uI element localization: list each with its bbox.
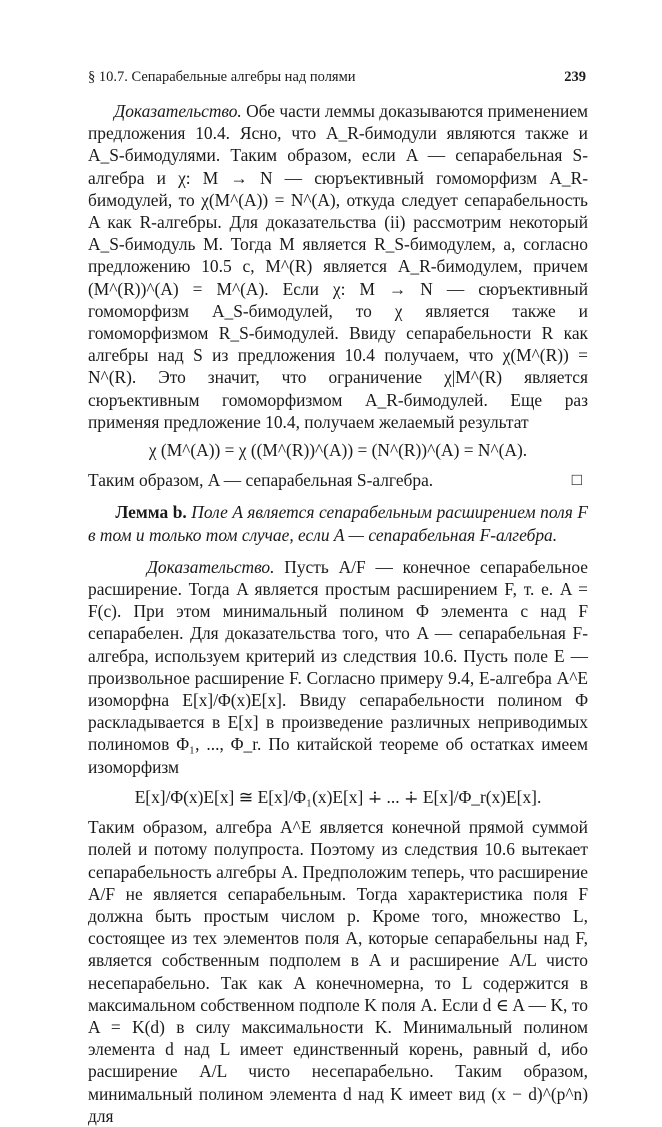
proof-paragraph-1 — [88, 100, 588, 433]
lemma-label: Лемма b. — [115, 502, 187, 523]
lemma-statement: Поле A является сепарабельным расширением поля F в том и только том случае, если A — сепарабельная F-алгебра. — [88, 502, 588, 545]
display-formula: χ (M^(A)) = χ ((M^(R))^(A)) = (N^(R))^(A) = N^(A). — [148, 440, 528, 461]
proof-lead: Доказательство. — [114, 101, 242, 121]
lemma-paragraph — [88, 501, 588, 545]
proof-text: Обе части леммы доказываются применением предложения 10.4. Ясно, что A_R-бимодули являются также и A_S-бимодулями. Таким образом, если A — сепарабельная S-алгебра и χ: M → N — сюръективный гомоморфизм A_R-бимодулей, то χ(M^(A)) = N^(A), откуда следует сепарабельность A как R-алгебры. Для доказательства (ii) рассмотрим некоторый A_S-бимодуль M. Тогда M является R_S-бимодулем, а, согласно предложению 10.5 с, M^(R) является A_R-бимодулем, причем (M^(R))^(A) = M^(A). Если χ: M → N — сюръективный гомоморфизм A_S-бимодулей, то χ является также и гомоморфизмом R_S-бимодулей. Ввиду сепарабельности R как алгебры над S из предложения 10.4 получаем, что χ(M^(R)) = N^(R). Это значит, что ограничение χ|M^(R) является сюръективным гомоморфизмом A_R-бимодулей. Еще раз применяя предложение 10.4, получаем желаемый результат — [88, 101, 588, 432]
running-head: § 10.7. Сепарабельные алгебры над полями — [88, 69, 356, 85]
qed-square-icon: □ — [571, 470, 582, 490]
proof2-lead: Доказательство. — [146, 556, 275, 577]
conclusion-text: Таким образом, A — сепарабельная S-алгебра. — [88, 470, 434, 491]
conclusion-line — [88, 469, 588, 491]
proof-paragraph-2 — [88, 556, 588, 778]
proof2-text: Пусть A/F — конечное сепарабельное расширение. Тогда A является простым расширением F, т. е. A = F(c). При этом минимальный полином Φ элемента c над F сепарабелен. Для доказательства того, что A — сепарабельная F-алгебра, используем критерий из следствия 10.6. Пусть поле E — произвольное расширение F. Согласно примеру 9.4, E-алгебра A^E изоморфна E[x]/Φ(x)E[x]. Ввиду сепарабельности полином Φ раскладывается в E[x] в произведение различных неприводимых полиномов Φ₁, ..., Φ_r. По китайской теореме об остатках имеем изоморфизм — [88, 556, 588, 777]
isomorphism-formula: E[x]/Φ(x)E[x] ≅ E[x]/Φ₁(x)E[x] ∔ ... ∔ E[x]/Φ_r(x)E[x]. — [134, 786, 542, 807]
proof-paragraph-3: Таким образом, алгебра A^E является конечной прямой суммой полей и потому полупроста. Поэтому из следствия 10.6 вытекает сепарабельность алгебры A. Предположим теперь, что расширение A/F не является сепарабельным. Тогда характеристика поля F должна быть простым числом p. Кроме того, множество L, состоящее из тех элементов поля A, которые сепарабельны над F, является собственным подполем в A и расширение A/L чисто несепарабельно. Так как A конечномерна, то L содержится в максимальном собственном подполе K поля A. Если d ∈ A — K, то A = K(d) в силу максимальности K. Минимальный полином элемента d над L имеет единственный корень, равный d, ибо расширение A/L чисто несепарабельно. Таким образом, минимальный полином элемента d над K имеет вид (x − d)^(p^n) для — [88, 817, 588, 1126]
page-number: 239 — [564, 69, 586, 85]
page-header — [88, 66, 588, 88]
page-body — [88, 66, 588, 1127]
